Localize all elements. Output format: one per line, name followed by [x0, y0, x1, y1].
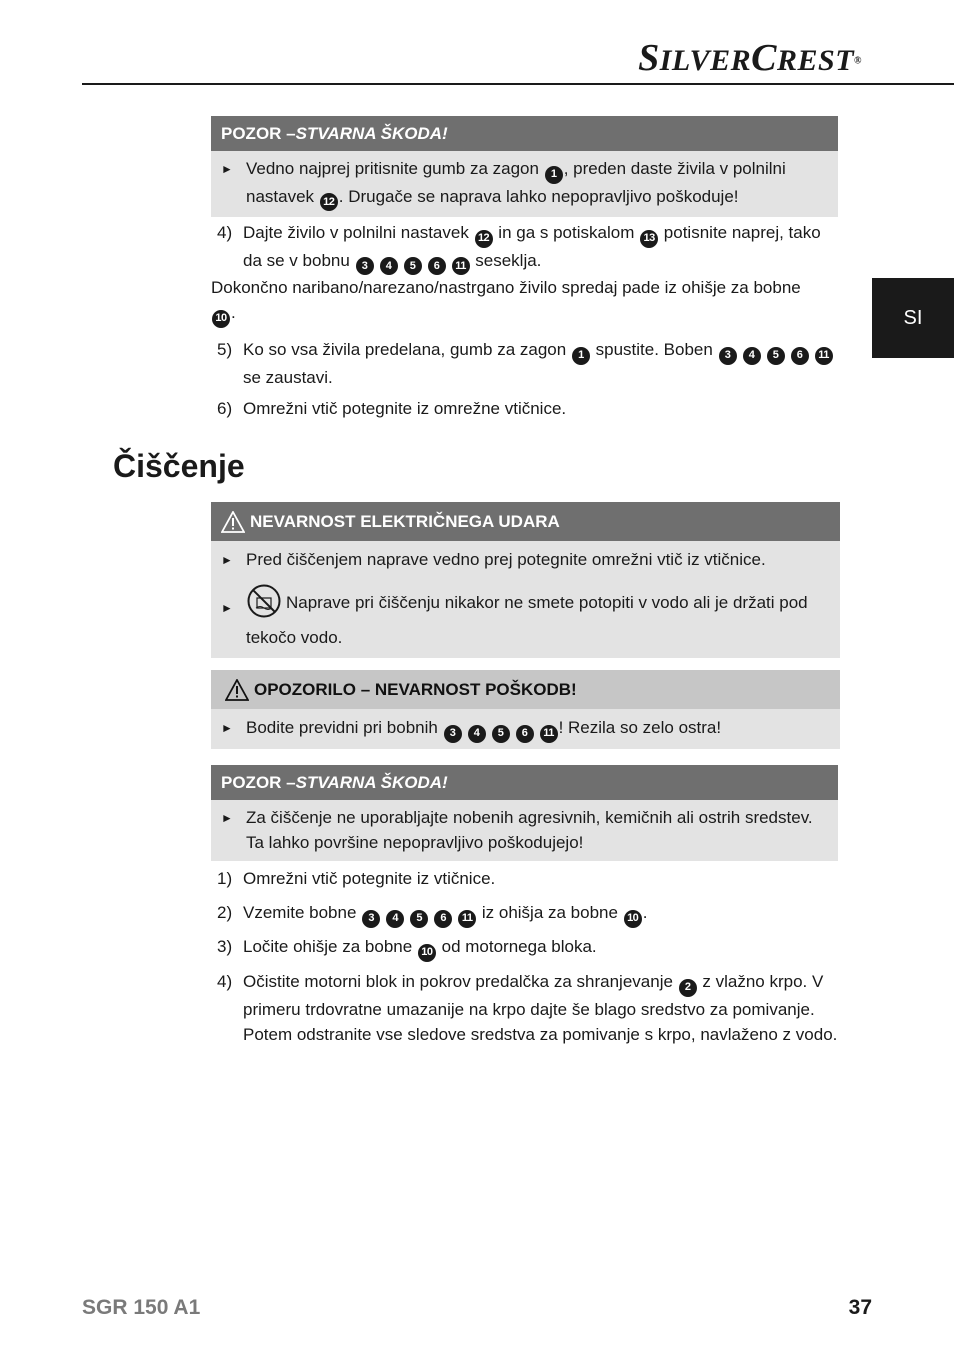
step-6: 6) Omrežni vtič potegnite iz omrežne vtičnice.	[217, 399, 567, 418]
callout-4: 4	[386, 910, 404, 928]
footer-model: SGR 150 A1	[82, 1296, 201, 1319]
callout-3: 3	[356, 257, 374, 275]
callout-6: 6	[791, 347, 809, 365]
caution-box-head: POZOR – STVARNA ŠKODA!	[211, 765, 838, 800]
callout-5: 5	[492, 725, 510, 743]
callout-3: 3	[719, 347, 737, 365]
callout-2: 2	[679, 979, 697, 997]
header-rule	[82, 83, 954, 85]
section-title: Čiščenje	[113, 448, 245, 484]
caution-item: ► Za čiščenje ne uporabljajte nobenih agresivnih, kemičnih ali ostrih sredstev. Ta lahko površine nepopravljivo poškodujejo!	[221, 808, 813, 852]
callout-10: 10	[212, 310, 230, 328]
callout-5: 5	[767, 347, 785, 365]
callout-6: 6	[428, 257, 446, 275]
clean-step-3: 3) Ločite ohišje za bobne 10 od motornega bloka.	[211, 934, 838, 962]
arrow-bullet-icon: ►	[221, 162, 233, 176]
callout-1: 1	[572, 347, 590, 365]
callout-12: 12	[475, 230, 493, 248]
warning-triangle-icon	[225, 679, 249, 701]
callout-5: 5	[404, 257, 422, 275]
clean-step-2: 2) Vzemite bobne 3 4 5 6 11 iz ohišja za bobne 10 .	[211, 900, 838, 928]
warning-triangle-icon	[221, 511, 245, 533]
no-immerse-icon	[246, 584, 282, 625]
language-tab: SI	[872, 278, 954, 358]
brand-logo: SILVERCREST®	[638, 37, 862, 79]
callout-11: 11	[452, 257, 470, 275]
callout-6: 6	[434, 910, 452, 928]
danger-item-1: ► Pred čiščenjem naprave vedno prej potegnite omrežni vtič iz vtičnice.	[211, 541, 840, 576]
callout-11: 11	[458, 910, 476, 928]
caution-box-top	[211, 116, 838, 217]
warning-item: ► Bodite previdni pri bobnih 3 4 5 6 11 ! Rezila so zelo ostra!	[211, 709, 840, 749]
clean-step-1: 1) Omrežni vtič potegnite iz vtičnice.	[217, 869, 496, 888]
danger-item-2: ► Naprave pri čiščenju nikakor ne smete potopiti v vodo ali je držati pod tekočo vodo.	[211, 576, 840, 658]
callout-6: 6	[516, 725, 534, 743]
step-4: 4) Dajte živilo v polnilni nastavek 12 in ga s potiskalom 13 potisnite naprej, tako da se v bobnu 3 4 5 6 11 seseklja.	[211, 220, 838, 275]
callout-5: 5	[410, 910, 428, 928]
arrow-bullet-icon: ►	[221, 721, 233, 735]
callout-4: 4	[468, 725, 486, 743]
arrow-bullet-icon: ►	[221, 553, 233, 567]
callout-3: 3	[362, 910, 380, 928]
callout-10: 10	[624, 910, 642, 928]
callout-11: 11	[540, 725, 558, 743]
page-number: 37	[848, 1296, 872, 1319]
arrow-bullet-icon: ►	[221, 811, 233, 825]
paragraph-finished-food: Dokončno naribano/narezano/nastrgano živilo spredaj pade iz ohišje za bobne 10 .	[211, 275, 811, 328]
warning-box-head: OPOZORILO – NEVARNOST POŠKODB!	[211, 670, 840, 709]
step-5: 5) Ko so vsa živila predelana, gumb za zagon 1 spustite. Boben 3 4 5 6 11 se zaustavi.	[211, 337, 838, 390]
caution-item: ► Vedno najprej pritisnite gumb za zagon 1 , preden daste živila v polnilni nastavek 12 . Drugače se naprava lahko nepopravljivo poškoduje!	[211, 151, 838, 217]
callout-13: 13	[640, 230, 658, 248]
callout-4: 4	[380, 257, 398, 275]
caution-box-head: POZOR – STVARNA ŠKODA!	[211, 116, 838, 151]
clean-step-4: 4) Očistite motorni blok in pokrov predalčka za shranjevanje 2 z vlažno krpo. V primeru trdovratne umazanije na krpo dajte še blago sredstvo za pomivanje. Potem odstranite vse sledove sredstva za pomivanje s krpo, navlaženo z vodo.	[217, 972, 838, 1044]
arrow-bullet-icon: ►	[221, 601, 233, 615]
callout-1: 1	[545, 166, 563, 184]
callout-3: 3	[444, 725, 462, 743]
callout-11: 11	[815, 347, 833, 365]
callout-4: 4	[743, 347, 761, 365]
danger-box-head: NEVARNOST ELEKTRIČNEGA UDARA	[211, 502, 840, 541]
callout-10: 10	[418, 944, 436, 962]
caution-box-cleaning	[211, 765, 838, 861]
callout-12: 12	[320, 193, 338, 211]
warning-box	[211, 670, 840, 749]
danger-box	[211, 502, 840, 658]
